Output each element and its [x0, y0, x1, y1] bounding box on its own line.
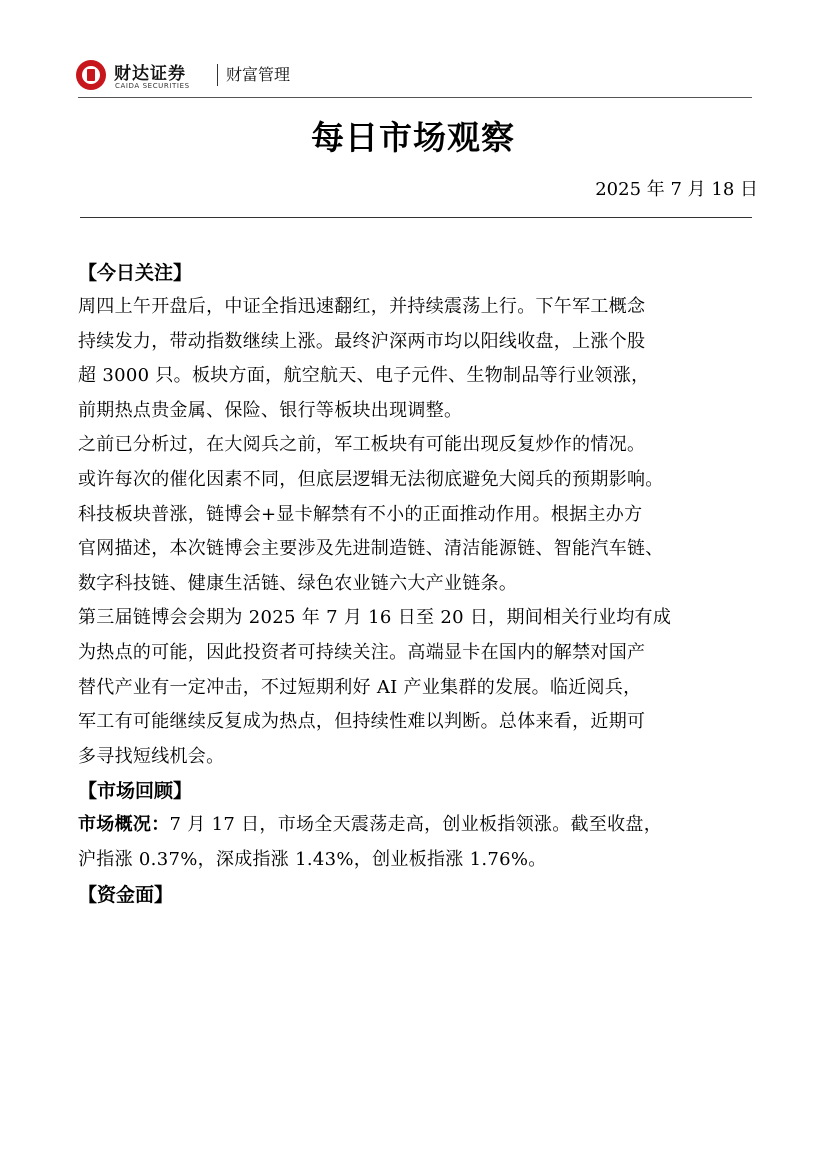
report-body: [78, 256, 770, 912]
text-line: 或许每次的催化因素不同，但底层逻辑无法彻底避免大阅兵的预期影响。: [78, 468, 664, 490]
title-rule: [80, 217, 752, 218]
brand-name: 财达证券: [114, 64, 186, 84]
text-line: 超 3000 只。板块方面，航空航天、电子元件、生物制品等行业领涨，: [78, 365, 650, 387]
text-line: 多寻找短线机会。: [78, 745, 225, 767]
section-heading-today-focus: 【今日关注】: [78, 262, 193, 284]
text-line: 为热点的可能，因此投资者可持续关注。高端显卡在国内的解禁对国产: [78, 641, 646, 663]
market-overview-label: 市场概况：: [78, 814, 170, 836]
section-heading-market-review: 【市场回顾】: [78, 780, 193, 803]
text-line: 之前已分析过，在大阅兵之前，军工板块有可能出现反复炒作的情况。: [78, 434, 646, 456]
text-line: 第三届链博会会期为 2025 年 7 月 16 日至 20 日，期间相关行业均有成: [78, 607, 672, 629]
today-focus-text: [78, 290, 770, 774]
section-heading-funds: 【资金面】: [78, 883, 174, 906]
text-line: 周四上午开盘后，中证全指迅速翻红，并持续震荡上行。下午军工概念: [78, 296, 646, 317]
report-title: 每日市场观察: [311, 118, 515, 157]
header-rule: [78, 97, 752, 98]
market-overview-text: 7 月 17 日，市场全天震荡走高，创业板指领涨。截至收盘，: [169, 814, 663, 836]
report-date: 2025 年 7 月 18 日: [595, 179, 758, 200]
text-line: 数字科技链、健康生活链、绿色农业链六大产业链条。: [78, 572, 518, 594]
brand-name-english: CAIDA SECURITIES: [115, 82, 190, 90]
brand-subtitle: 财富管理: [226, 65, 291, 84]
text-line: 官网描述，本次链博会主要涉及先进制造链、清洁能源链、智能汽车链、: [78, 538, 664, 560]
brand-divider: [217, 64, 218, 86]
caida-logo-icon: [76, 60, 106, 90]
text-line: 持续发力，带动指数继续上涨。最终沪深两市均以阳线收盘，上涨个股: [78, 330, 646, 352]
text-line: 前期热点贵金属、保险、银行等板块出现调整。: [78, 399, 463, 421]
text-line: 军工有可能继续反复成为热点，但持续性难以判断。总体来看，近期可: [78, 711, 646, 733]
market-review-text: [78, 808, 770, 877]
page-header: [76, 56, 752, 100]
text-line: 沪指涨 0.37%，深成指涨 1.43%，创业板指涨 1.76%。: [78, 848, 547, 870]
text-line: [78, 808, 770, 843]
text-line: 替代产业有一定冲击，不过短期利好 AI 产业集群的发展。临近阅兵，: [78, 676, 642, 698]
text-line: 科技板块普涨，链博会+显卡解禁有不小的正面推动作用。根据主办方: [78, 503, 643, 525]
